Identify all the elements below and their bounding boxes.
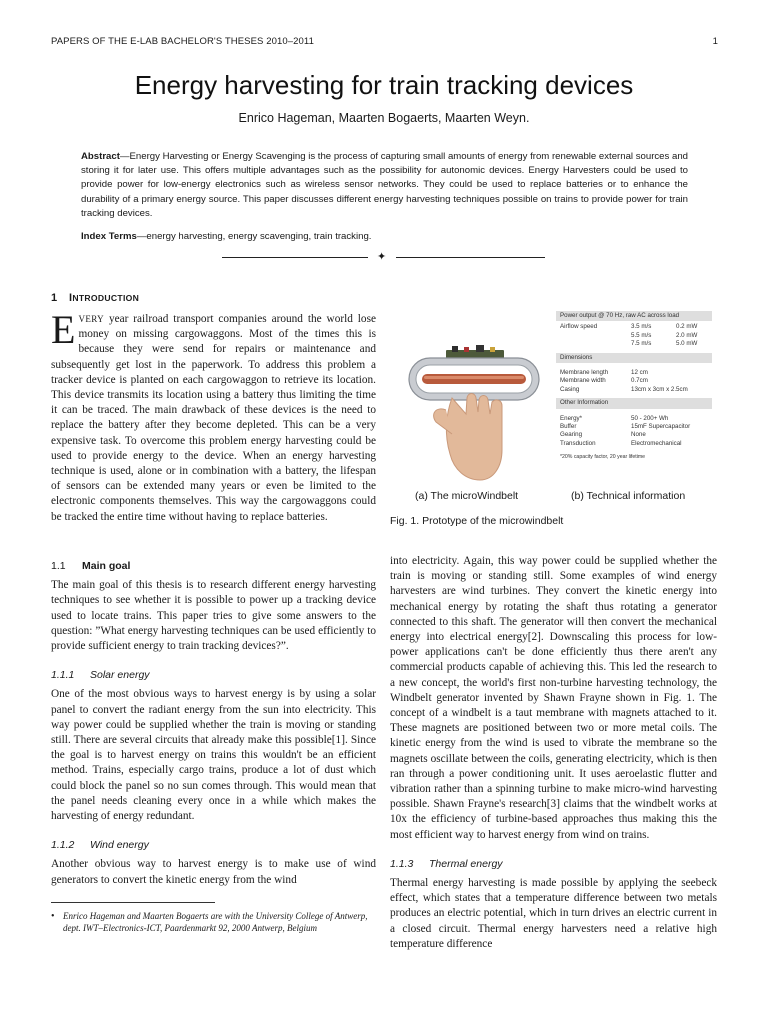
- dimension-value: 13cm x 3cm x 2.5cm: [631, 385, 688, 393]
- subsection-heading-main-goal: [51, 559, 376, 574]
- subsubsection-number: 1.1.2: [51, 839, 75, 852]
- microwindbelt-photo: [406, 314, 541, 482]
- running-title: PAPERS OF THE E-LAB BACHELOR'S THESES 2010–2011: [51, 36, 314, 47]
- dimension-key: Casing: [560, 385, 580, 393]
- technical-info-table: [556, 311, 712, 462]
- subsection-number: 1.1: [51, 560, 66, 572]
- dimension-key: Membrane length: [560, 369, 609, 377]
- airflow-row: [556, 340, 712, 348]
- abstract-label: Abstract: [81, 151, 120, 162]
- intro-paragraph: [51, 307, 376, 541]
- section-title-initial: I: [69, 292, 73, 304]
- dimensions-header: Dimensions: [556, 353, 712, 363]
- airflow-power: 5.0 mW: [676, 340, 698, 348]
- power-header: Power output @ 70 Hz, raw AC across load: [556, 311, 712, 321]
- index-terms-text: —energy harvesting, energy scavenging, train tracking.: [136, 231, 372, 242]
- subsubsection-heading-thermal: [390, 857, 717, 872]
- main-goal-paragraph: The main goal of this thesis is to research different energy harvesting techniques to see whether it is possible to power up a tracking device used to locate trains. This paper tries to give some answers to the question: ”What energy harvesting techniques can be used efficiently to provide sufficient energy to train tracking devices?”.: [51, 579, 376, 653]
- section-number: 1: [51, 292, 58, 304]
- other-info-value: None: [631, 431, 646, 439]
- section-heading-introduction: [51, 292, 139, 304]
- other-info-header: Other Information: [556, 398, 712, 408]
- footnote-bullet: •: [51, 911, 55, 922]
- subsubsection-title: Wind energy: [90, 839, 149, 852]
- airflow-row: [556, 332, 712, 340]
- separator-line-right: [396, 257, 545, 258]
- other-info-key: Energy*: [560, 414, 583, 422]
- dimension-row: [556, 386, 712, 394]
- other-info-row: [556, 415, 712, 423]
- dimension-row: [556, 377, 712, 385]
- other-info-row: [556, 423, 712, 431]
- separator-line-left: [222, 257, 368, 258]
- paper-title: Energy harvesting for train tracking devices: [134, 70, 634, 100]
- subsection-title: Main goal: [82, 560, 131, 572]
- subsubsection-title: Solar energy: [90, 669, 150, 682]
- airflow-row: [556, 323, 712, 331]
- other-info-row: [556, 440, 712, 448]
- footnote-rule: [51, 902, 215, 903]
- thermal-paragraph: Thermal energy harvesting is made possible by applying the seebeck effect, which states that a temperature difference between two metals produces an electric potential, which in turn drives an electric current in a closed circuit. Thermal energy harvesters need a relative high temperature difference: [390, 877, 717, 950]
- right-column: [390, 554, 717, 952]
- separator-diamond-icon: ✦: [377, 251, 387, 263]
- footnote-text: Enrico Hageman and Maarten Bogaerts are with the University College of Antwerp, dept. IWT–Electronics-ICT, Paardenmarkt 92, 2000 Antwerp, Belgium: [63, 911, 368, 933]
- wind-paragraph-continued: into electricity. Again, this way power could be supplied whether the train is moving or standing still. Some examples of wind energy harvesters are wind turbines. They convert the kinetic energy into mechanical energy by rotating the shaft thus rotating a generator connected to this shaft. The generator will then convert the mechanical energy into electrical energy[2]. Downscaling this process for low-power applications can't be done efficiently thus there aren't any commercial products capable of achieving this. This led the research to a new concept, the world's first non-turbine harvesting technology, the Windbelt generator invented by Shawn Frayne shown in Fig. 1. The concept of a windbelt is a taut membrane with magnets attached to it. These magnets are positioned between two or more metal coils. The kinetic energy from the wind is used to vibrate the membrane so the magnets oscillate between the coils, generating electricity, which is then ran through a power conditioning unit. It uses aeroelastic flutter and vibration rather than a spinning turbine to make micro-wind harvesting possible. Shawn Frayne's research[3] claims that the windbelt works at 10x the efficiency of turbine-based approaches thus making this the most efficient way to harvest energy from wind on trains.: [390, 555, 717, 841]
- page-number: 1: [712, 36, 718, 47]
- solar-paragraph: One of the most obvious ways to harvest energy is by using a solar panel to convert the radiant energy from the sun into electricity. This way power could be supplied whether the train is moving or standing still. There are several circuits that already make this possible[1]. Since the goal is to harvest energy on trains this wouldn't be an efficient method. Trains, especially cargo trains, produce a lot of dust which could block the panel so no sun comes through. This would mean that the panel needs cleaning every once in a while which makes the harvesting of energy redundant.: [51, 688, 376, 823]
- airflow-power: 0.2 mW: [676, 323, 698, 331]
- subcaption-a: (a) The microWindbelt: [415, 490, 519, 502]
- index-terms: [81, 231, 688, 242]
- dimension-key: Membrane width: [560, 377, 606, 385]
- other-info-value: 50 - 200+ Wh: [631, 414, 669, 422]
- airflow-label: Airflow speed: [560, 323, 598, 331]
- intro-text: year railroad transport companies around the world lose money on missing cargowaggons. Most of the times this is because they were send for repairs or maintenance and subsequently get lost in the paperwork. To address this problem a tracker device is planted on each cargowaggon to retrieve its location. This device transmits its location using a battery thus limiting the time it can be traced. The main drawback of these devices is the need to replace the battery after they become depleted. This can be a very expensive task. To overcome this problem energy harvesting could be used to provide energy to the device. When an energy harvesting technique is used, alone or in combination with a battery, the lifespan of sensors can be extended many years or even be limited to the electronic components themselves. This way the cargowaggons could be tracked the entire time without having to replace batteries.: [51, 313, 376, 523]
- tech-table-footnote: *20% capacity factor, 20 year lifetime: [560, 454, 646, 461]
- dimension-value: 0.7cm: [631, 377, 648, 385]
- abstract-text: —Energy Harvesting or Energy Scavenging is the process of capturing small amounts of energy from renewable external sources and storing it for later use. This offers multiple advantages such as the possibility for autonomic devices. Energy Harvesters could be used to provide power for low-energy electronics such as wireless sensor networks. They could be used to replace batteries or to enhance the durability of a primary energy source. This paper discusses different energy harvesting techniques possible on trains to provide power for train tracking devices.: [81, 151, 688, 219]
- left-column: [51, 307, 376, 888]
- running-header: [51, 36, 718, 47]
- other-info-row: [556, 431, 712, 439]
- other-info-key: Gearing: [560, 431, 583, 439]
- airflow-power: 2.0 mW: [676, 331, 698, 339]
- abstract: [81, 150, 688, 221]
- dimension-row: [556, 369, 712, 377]
- airflow-speed: 5.5 m/s: [631, 331, 652, 339]
- subsubsection-number: 1.1.1: [51, 669, 75, 682]
- section-title-rest: NTRODUCTION: [72, 293, 140, 303]
- subsubsection-heading-wind: [51, 838, 376, 853]
- airflow-speed: 3.5 m/s: [631, 323, 652, 331]
- wind-paragraph-start: Another obvious way to harvest energy is to make use of wind generators to convert the kinetic energy from the wind: [51, 858, 376, 886]
- dimension-value: 12 cm: [631, 369, 648, 377]
- subcaption-b: (b) Technical information: [571, 490, 686, 502]
- subsubsection-number: 1.1.3: [390, 857, 414, 870]
- airflow-speed: 7.5 m/s: [631, 340, 652, 348]
- other-info-value: Electromechanical: [631, 439, 682, 447]
- index-terms-label: Index Terms: [81, 231, 137, 242]
- footnote: [51, 911, 376, 934]
- other-info-key: Transduction: [560, 439, 596, 447]
- drop-cap: E: [51, 307, 76, 352]
- author-list: Enrico Hageman, Maarten Bogaerts, Maarten Weyn.: [238, 111, 530, 125]
- intro-first-word: VERY: [78, 314, 105, 324]
- subsubsection-heading-solar: [51, 668, 376, 683]
- other-info-value: 15mF Supercapacitor: [631, 423, 691, 431]
- subsubsection-title: Thermal energy: [429, 857, 503, 870]
- figure-caption: Fig. 1. Prototype of the microwindbelt: [390, 515, 564, 527]
- other-info-key: Buffer: [560, 423, 577, 431]
